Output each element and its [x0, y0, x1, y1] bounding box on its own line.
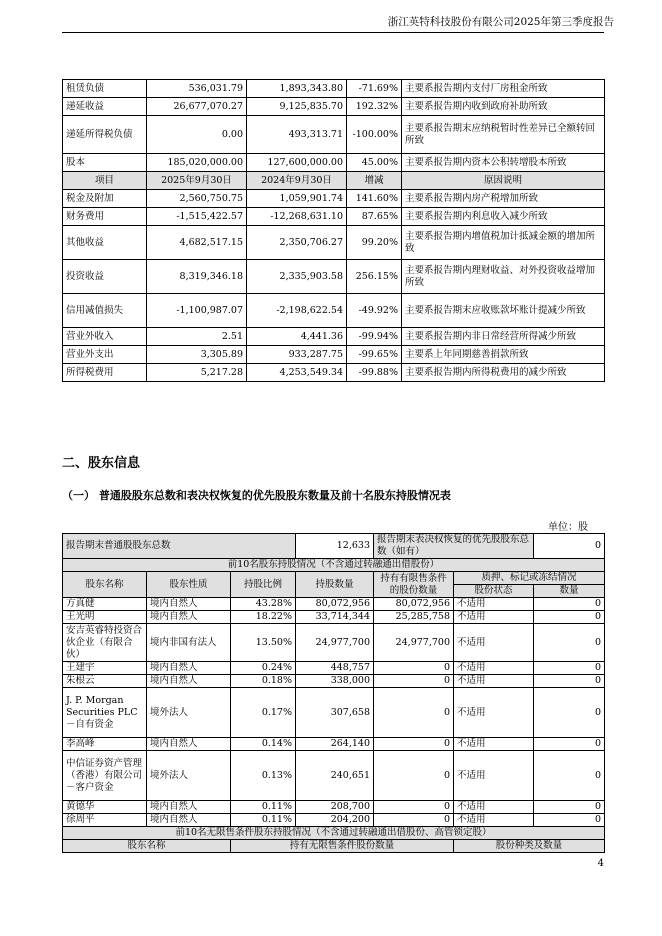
- fin-prior-value: 1,059,901.74: [247, 190, 347, 208]
- shareholder-name: 方真健: [63, 598, 147, 611]
- fin-change: -100.00%: [347, 116, 402, 154]
- fin-reason: 主要系报告期内利息收入减少所致: [402, 208, 605, 226]
- top10-caption: 前10名股东持股情况（不含通过转融通出借股份）: [63, 559, 605, 572]
- financial-row: [63, 80, 605, 98]
- shareholder-ratio: 18.22%: [231, 611, 296, 624]
- fin-reason: 主要系报告期内支付厂房租金所致: [402, 80, 605, 98]
- fin-item: 租赁负债: [63, 80, 147, 98]
- fin-current-value: 8,319,346.18: [147, 260, 247, 294]
- shareholder-row: [63, 751, 605, 801]
- shareholder-nature: 境内自然人: [147, 801, 231, 814]
- shareholder-status: 不适用: [454, 611, 534, 624]
- financial-header-row: [63, 172, 605, 190]
- financial-row: [63, 260, 605, 294]
- fin-change: -99.88%: [347, 364, 402, 382]
- shareholder-count: 0: [534, 675, 605, 688]
- financial-row: [63, 346, 605, 364]
- fin-item: 投资收益: [63, 260, 147, 294]
- report-header-title: 浙江英特科技股份有限公司2025年第三季度报告: [387, 16, 614, 28]
- shareholder-restricted: 80,072,956: [374, 598, 454, 611]
- shareholder-status: 不适用: [454, 624, 534, 662]
- header-pledge: 质押、标记或冻结情况: [454, 572, 605, 585]
- shareholder-ratio: 0.11%: [231, 814, 296, 827]
- fin-reason: 主要系报告期内所得税费用的减少所致: [402, 364, 605, 382]
- shareholder-status: 不适用: [454, 814, 534, 827]
- shareholder-qty: 307,658: [296, 688, 374, 738]
- shareholder-qty: 448,757: [296, 662, 374, 675]
- shareholder-count: 0: [534, 751, 605, 801]
- shareholder-name: 王光明: [63, 611, 147, 624]
- fin-current-value: 3,305.89: [147, 346, 247, 364]
- shareholder-nature: 境内自然人: [147, 662, 231, 675]
- shareholder-restricted: 0: [374, 662, 454, 675]
- shareholder-ratio: 0.11%: [231, 801, 296, 814]
- fin-prior-value: 2,350,706.27: [247, 226, 347, 260]
- fin-reason: 主要系报告期内增值税加计抵减金额的增加所致: [402, 226, 605, 260]
- fin-item: 股本: [63, 154, 147, 172]
- header-count: 数量: [534, 585, 605, 598]
- unrestricted-header-qty: 持有无限售条件股份数量: [231, 840, 454, 853]
- shareholder-qty: 80,072,956: [296, 598, 374, 611]
- fin-current-value: 0.00: [147, 116, 247, 154]
- fin-reason: 主要系报告期内收到政府补助所致: [402, 98, 605, 116]
- fin-reason: 主要系报告期末应纳税暂时性差异已全额转回所致: [402, 116, 605, 154]
- shareholder-status: 不适用: [454, 662, 534, 675]
- subsection-title: （一） 普通股股东总数和表决权恢复的优先股股东数量及前十名股东持股情况表: [62, 489, 451, 502]
- shareholder-status: 不适用: [454, 801, 534, 814]
- fin-current-value: 26,677,070.27: [147, 98, 247, 116]
- shareholder-ratio: 13.50%: [231, 624, 296, 662]
- fin-item: 项目: [63, 172, 147, 190]
- shareholder-qty: 33,714,344: [296, 611, 374, 624]
- shareholder-ratio: 0.24%: [231, 662, 296, 675]
- fin-current-value: 4,682,517.15: [147, 226, 247, 260]
- shareholder-nature: 境外法人: [147, 688, 231, 738]
- fin-change: -71.69%: [347, 80, 402, 98]
- shareholder-restricted: 0: [374, 751, 454, 801]
- unrestricted-header-name: 股东名称: [63, 840, 231, 853]
- common-holders-value: 12,633: [296, 534, 374, 559]
- shareholder-qty: 264,140: [296, 738, 374, 751]
- fin-change: 增减: [347, 172, 402, 190]
- fin-reason: 主要系报告期内房产税增加所致: [402, 190, 605, 208]
- shareholder-nature: 境内自然人: [147, 814, 231, 827]
- shareholder-row: [63, 688, 605, 738]
- fin-current-value: 2.51: [147, 328, 247, 346]
- shareholder-nature: 境内自然人: [147, 598, 231, 611]
- shareholder-name: 朱根云: [63, 675, 147, 688]
- fin-prior-value: 1,893,343.80: [247, 80, 347, 98]
- shareholder-row: [63, 814, 605, 827]
- shareholder-row: [63, 801, 605, 814]
- shareholder-row: [63, 662, 605, 675]
- section-title: 二、股东信息: [62, 456, 141, 471]
- top10-rows: [63, 598, 605, 827]
- fin-reason: 主要系报告期内资本公积转增股本所致: [402, 154, 605, 172]
- shareholder-ratio: 0.17%: [231, 688, 296, 738]
- shareholder-name: 李高峰: [63, 738, 147, 751]
- financial-row: [63, 190, 605, 208]
- pref-holders-label: 报告期末表决权恢复的优先股股东总数（如有）: [374, 534, 534, 559]
- fin-item: 税金及附加: [63, 190, 147, 208]
- shareholder-status: 不适用: [454, 688, 534, 738]
- fin-prior-value: 9,125,835.70: [247, 98, 347, 116]
- shareholder-row: [63, 675, 605, 688]
- shareholder-restricted: 0: [374, 738, 454, 751]
- shareholder-count: 0: [534, 624, 605, 662]
- shareholders-body: [63, 534, 605, 598]
- shareholder-restricted: 0: [374, 814, 454, 827]
- shareholder-count: 0: [534, 814, 605, 827]
- shareholder-status: 不适用: [454, 751, 534, 801]
- fin-change: 141.60%: [347, 190, 402, 208]
- page-number: 4: [597, 858, 604, 869]
- fin-current-value: -1,100,987.07: [147, 294, 247, 328]
- shareholder-restricted: 0: [374, 675, 454, 688]
- shareholder-row: [63, 738, 605, 751]
- shareholder-nature: 境内自然人: [147, 611, 231, 624]
- fin-item: 信用减值损失: [63, 294, 147, 328]
- fin-prior-value: 4,253,549.34: [247, 364, 347, 382]
- shareholder-qty: 24,977,700: [296, 624, 374, 662]
- unit-label: 单位：股: [548, 522, 588, 533]
- shareholder-ratio: 43.28%: [231, 598, 296, 611]
- shareholder-row: [63, 598, 605, 611]
- shareholder-nature: 境内自然人: [147, 738, 231, 751]
- pref-holders-value: 0: [534, 534, 605, 559]
- shareholder-name: 徐周平: [63, 814, 147, 827]
- common-holders-label: 报告期末普通股股东总数: [63, 534, 296, 559]
- shareholder-restricted: 24,977,700: [374, 624, 454, 662]
- unrestricted-header-row: [63, 840, 605, 853]
- shareholder-qty: 208,700: [296, 801, 374, 814]
- fin-current-value: 185,020,000.00: [147, 154, 247, 172]
- fin-current-value: 2,560,750.75: [147, 190, 247, 208]
- shareholder-name: 中信证券资产管理（香港）有限公司－客户资金: [63, 751, 147, 801]
- shareholder-count: 0: [534, 611, 605, 624]
- shareholder-row: [63, 624, 605, 662]
- financial-row: [63, 226, 605, 260]
- header-status: 股份状态: [454, 585, 534, 598]
- unrestricted-header-type: 股份种类及数量: [454, 840, 605, 853]
- fin-current-value: 5,217.28: [147, 364, 247, 382]
- shareholder-nature: 境内自然人: [147, 675, 231, 688]
- fin-reason: 主要系上年同期慈善捐款所致: [402, 346, 605, 364]
- shareholder-count: 0: [534, 662, 605, 675]
- shareholder-ratio: 0.13%: [231, 751, 296, 801]
- fin-change: 87.65%: [347, 208, 402, 226]
- fin-item: 营业外收入: [63, 328, 147, 346]
- fin-current-value: -1,515,422.57: [147, 208, 247, 226]
- fin-prior-value: 493,313.71: [247, 116, 347, 154]
- financial-changes-body: [63, 80, 605, 382]
- header-ratio: 持股比例: [231, 572, 296, 598]
- fin-prior-value: 2024年9月30日: [247, 172, 347, 190]
- fin-change: -49.92%: [347, 294, 402, 328]
- fin-change: -99.65%: [347, 346, 402, 364]
- header-nature: 股东性质: [147, 572, 231, 598]
- fin-change: 99.20%: [347, 226, 402, 260]
- financial-row: [63, 208, 605, 226]
- unrestricted-section: [63, 827, 605, 853]
- top10-caption-row: [63, 559, 605, 572]
- fin-item: 其他收益: [63, 226, 147, 260]
- fin-prior-value: -2,198,622.54: [247, 294, 347, 328]
- financial-changes-table: [62, 79, 605, 382]
- shareholder-qty: 338,000: [296, 675, 374, 688]
- shareholder-status: 不适用: [454, 598, 534, 611]
- fin-current-value: 2025年9月30日: [147, 172, 247, 190]
- fin-reason: 主要系报告期内理财收益、对外投资收益增加所致: [402, 260, 605, 294]
- financial-row: [63, 328, 605, 346]
- shareholder-count: 0: [534, 688, 605, 738]
- shareholder-qty: 204,200: [296, 814, 374, 827]
- shareholder-nature: 境内非国有法人: [147, 624, 231, 662]
- shareholders-table: [62, 533, 605, 853]
- shareholder-name: 安吉英睿特投资合伙企业（有限合伙）: [63, 624, 147, 662]
- shareholder-restricted: 0: [374, 801, 454, 814]
- fin-item: 递延收益: [63, 98, 147, 116]
- financial-row: [63, 154, 605, 172]
- shareholder-count: 0: [534, 598, 605, 611]
- fin-item: 财务费用: [63, 208, 147, 226]
- fin-prior-value: 2,335,903.58: [247, 260, 347, 294]
- shareholder-name: 王建宇: [63, 662, 147, 675]
- fin-item: 递延所得税负债: [63, 116, 147, 154]
- shareholder-name: J. P. Morgan Securities PLC－自有资金: [63, 688, 147, 738]
- fin-change: 45.00%: [347, 154, 402, 172]
- shareholder-restricted: 25,285,758: [374, 611, 454, 624]
- fin-reason: 主要系报告期内非日常经营所得减少所致: [402, 328, 605, 346]
- fin-prior-value: -12,268,631.10: [247, 208, 347, 226]
- unrestricted-caption-row: [63, 827, 605, 840]
- financial-row: [63, 116, 605, 154]
- fin-prior-value: 127,600,000.00: [247, 154, 347, 172]
- financial-row: [63, 98, 605, 116]
- shareholder-name: 黄德华: [63, 801, 147, 814]
- header-restricted: 持有有限售条件的股份数量: [374, 572, 454, 598]
- fin-current-value: 536,031.79: [147, 80, 247, 98]
- shareholder-status: 不适用: [454, 738, 534, 751]
- fin-change: 192.32%: [347, 98, 402, 116]
- top10-header-row: [63, 572, 605, 585]
- financial-row: [63, 294, 605, 328]
- fin-prior-value: 933,287.75: [247, 346, 347, 364]
- shareholder-count: 0: [534, 801, 605, 814]
- fin-item: 营业外支出: [63, 346, 147, 364]
- fin-change: -99.94%: [347, 328, 402, 346]
- shareholder-row: [63, 611, 605, 624]
- fin-reason: 原因说明: [402, 172, 605, 190]
- shareholder-ratio: 0.18%: [231, 675, 296, 688]
- header-qty: 持股数量: [296, 572, 374, 598]
- fin-reason: 主要系报告期末应收账款坏账计提减少所致: [402, 294, 605, 328]
- financial-row: [63, 364, 605, 382]
- shareholder-nature: 境外法人: [147, 751, 231, 801]
- fin-item: 所得税费用: [63, 364, 147, 382]
- fin-prior-value: 4,441.36: [247, 328, 347, 346]
- summary-row: [63, 534, 605, 559]
- header-divider: [62, 32, 604, 33]
- shareholder-status: 不适用: [454, 675, 534, 688]
- shareholder-count: 0: [534, 738, 605, 751]
- fin-change: 256.15%: [347, 260, 402, 294]
- shareholder-ratio: 0.14%: [231, 738, 296, 751]
- shareholder-qty: 240,651: [296, 751, 374, 801]
- header-name: 股东名称: [63, 572, 147, 598]
- unrestricted-caption: 前10名无限售条件股东持股情况（不含通过转融通出借股份、高管锁定股）: [63, 827, 605, 840]
- shareholder-restricted: 0: [374, 688, 454, 738]
